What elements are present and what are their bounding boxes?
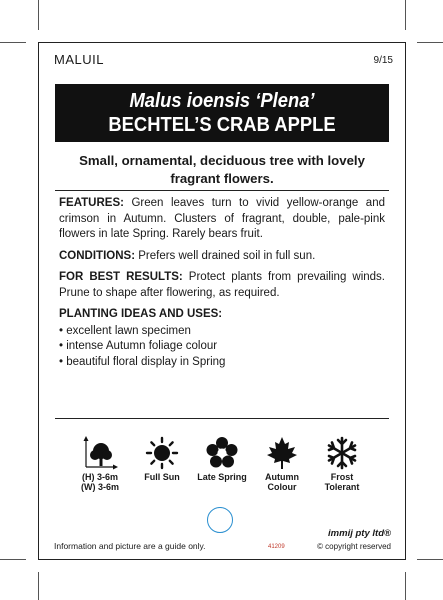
- tagline: Small, ornamental, deciduous tree with lovely fragrant flowers.: [79, 153, 365, 186]
- conditions-text: Prefers well drained soil in full sun.: [135, 249, 316, 262]
- height-label: (H) 3-6m: [81, 472, 118, 482]
- autumn-label-line1: Autumn: [265, 472, 299, 482]
- tree-size-icon: [82, 436, 118, 470]
- sun-icon: [145, 436, 179, 470]
- divider: [55, 418, 389, 419]
- conditions-paragraph: [59, 249, 385, 265]
- crop-mark: [38, 0, 39, 30]
- snowflake-icon: [325, 436, 359, 470]
- botanical-name: Malus ioensis ‘Plena’: [129, 90, 315, 112]
- list-item: • excellent lawn specimen: [59, 324, 385, 340]
- crop-mark: [0, 559, 26, 560]
- copyright: © copyright reserved: [317, 542, 391, 551]
- flower-icon: [205, 436, 239, 470]
- crop-mark: [405, 0, 406, 30]
- best-results-paragraph: [59, 270, 385, 301]
- icon-sun: [132, 436, 192, 482]
- frost-label: [312, 472, 372, 492]
- frost-label-line2: Tolerant: [324, 482, 360, 492]
- flowering-label: Late Spring: [197, 472, 247, 482]
- features-paragraph: [59, 196, 385, 243]
- page-number: 9/15: [373, 55, 393, 66]
- maple-leaf-icon: [265, 436, 299, 470]
- crop-mark: [405, 572, 406, 600]
- autumn-label-line2: Colour: [267, 482, 297, 492]
- crop-mark: [0, 42, 26, 43]
- conditions-label: CONDITIONS:: [59, 249, 136, 262]
- crop-mark: [38, 572, 39, 600]
- common-name: BECHTEL’S CRAB APPLE: [108, 114, 336, 136]
- blank-circle: [207, 507, 233, 533]
- planting-list: [59, 324, 385, 371]
- icon-autumn: [252, 436, 312, 492]
- print-number: 41209: [268, 544, 285, 550]
- care-icons: [70, 436, 370, 496]
- width-label: (W) 3-6m: [81, 482, 119, 492]
- best-results-text: Protect plants from prevailing winds. Prune to shape after flowering, as required.: [59, 271, 386, 299]
- list-item: • intense Autumn foliage colour: [59, 339, 385, 355]
- disclaimer: Information and picture are a guide only.: [54, 541, 206, 551]
- crop-mark: [417, 42, 443, 43]
- brand-name: immij pty ltd®: [328, 528, 391, 539]
- icon-frost: [312, 436, 372, 492]
- sun-label: Full Sun: [144, 472, 180, 482]
- description-body: [59, 196, 385, 370]
- crop-mark: [417, 559, 443, 560]
- planting-heading: PLANTING IDEAS AND USES:: [59, 308, 223, 320]
- features-label: FEATURES:: [59, 197, 124, 209]
- divider: [55, 190, 389, 191]
- autumn-label: [252, 472, 312, 492]
- icon-flower: [192, 436, 252, 482]
- product-code: MALUIL: [54, 52, 104, 67]
- icon-size: [70, 436, 130, 492]
- best-results-label: FOR BEST RESULTS:: [59, 271, 183, 283]
- features-text: Green leaves turn to vivid yellow-orange and crimson in Autumn. Clusters of fragrant, double, pale-pink flowers in late Spring. Rarely bears fruit.: [59, 197, 385, 240]
- title-bar: [55, 84, 389, 142]
- size-label: [70, 472, 130, 492]
- list-item: • beautiful floral display in Spring: [59, 355, 385, 371]
- frost-label-line1: Frost: [330, 472, 354, 482]
